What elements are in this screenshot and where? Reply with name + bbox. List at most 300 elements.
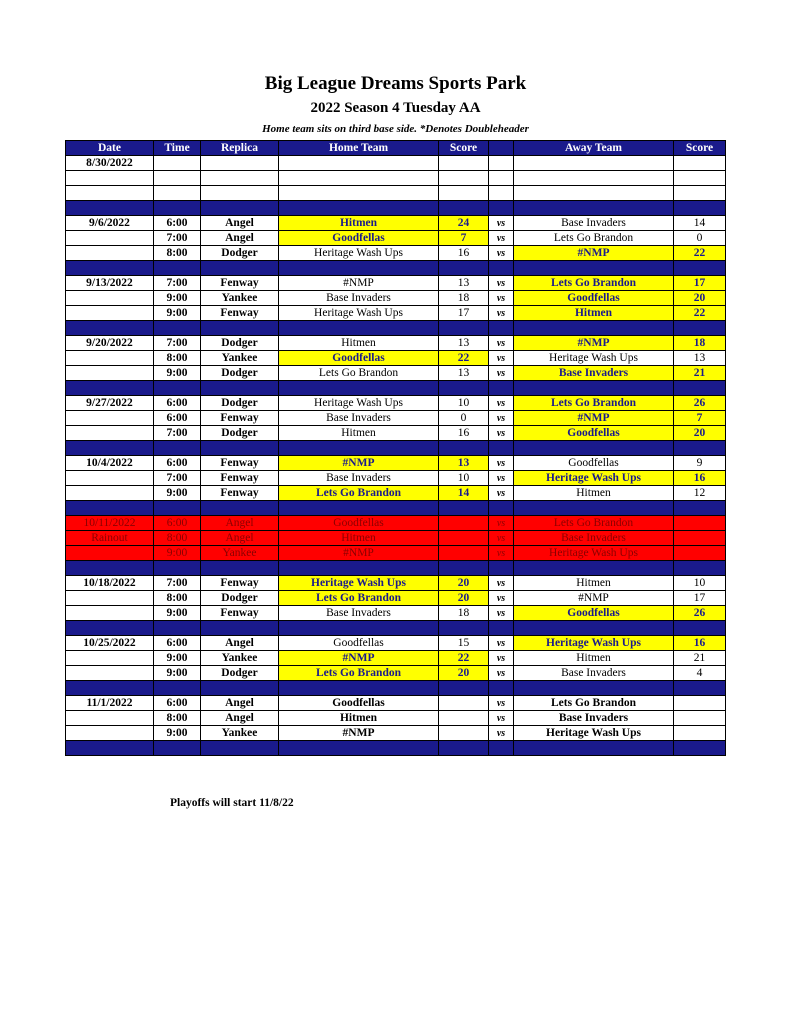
home-team: Goodfellas	[279, 351, 439, 366]
away-score: 26	[674, 396, 726, 411]
game-time: 9:00	[154, 486, 201, 501]
away-score: 22	[674, 246, 726, 261]
empty-date-cell	[66, 366, 154, 381]
away-team: Lets Go Brandon	[514, 276, 674, 291]
separator-cell	[154, 561, 201, 576]
schedule-note: Home team sits on third base side. *Denotes Doubleheader	[262, 123, 529, 135]
vs-label: vs	[489, 336, 514, 351]
away-score: 7	[674, 411, 726, 426]
empty-date-cell	[66, 186, 154, 201]
separator-cell	[514, 621, 674, 636]
field-replica	[201, 186, 279, 201]
field-replica: Angel	[201, 231, 279, 246]
col-header-away-score: Score	[674, 141, 726, 156]
vs-label	[489, 156, 514, 171]
home-score: 20	[439, 576, 489, 591]
away-team: Base Invaders	[514, 216, 674, 231]
field-replica: Fenway	[201, 306, 279, 321]
home-team: #NMP	[279, 726, 439, 741]
home-team: Heritage Wash Ups	[279, 246, 439, 261]
separator-cell	[439, 681, 489, 696]
field-replica: Fenway	[201, 276, 279, 291]
vs-label: vs	[489, 276, 514, 291]
game-time: 8:00	[154, 246, 201, 261]
separator-cell	[439, 621, 489, 636]
away-score	[674, 171, 726, 186]
separator-cell	[279, 261, 439, 276]
separator-cell	[674, 201, 726, 216]
separator-cell	[66, 681, 154, 696]
away-score	[674, 726, 726, 741]
week-separator	[66, 501, 726, 516]
separator-cell	[154, 201, 201, 216]
field-replica: Yankee	[201, 546, 279, 561]
page-subtitle: 2022 Season 4 Tuesday AA	[310, 100, 481, 116]
game-time: 9:00	[154, 291, 201, 306]
home-team: Goodfellas	[279, 231, 439, 246]
separator-cell	[279, 741, 439, 756]
field-replica: Angel	[201, 636, 279, 651]
home-team: Hitmen	[279, 336, 439, 351]
separator-cell	[674, 681, 726, 696]
playoffs-note: Playoffs will start 11/8/22	[170, 797, 294, 809]
separator-cell	[279, 681, 439, 696]
home-score: 22	[439, 651, 489, 666]
separator-cell	[514, 381, 674, 396]
away-team: Base Invaders	[514, 531, 674, 546]
vs-label: vs	[489, 411, 514, 426]
field-replica: Yankee	[201, 726, 279, 741]
field-replica	[201, 156, 279, 171]
field-replica: Dodger	[201, 366, 279, 381]
home-team: #NMP	[279, 651, 439, 666]
game-row	[66, 726, 726, 741]
away-score	[674, 186, 726, 201]
separator-cell	[514, 681, 674, 696]
separator-cell	[489, 741, 514, 756]
game-row	[66, 651, 726, 666]
field-replica: Dodger	[201, 666, 279, 681]
separator-cell	[489, 381, 514, 396]
separator-cell	[674, 441, 726, 456]
game-time: 8:00	[154, 351, 201, 366]
week-note: Rainout	[66, 531, 154, 546]
home-score: 17	[439, 306, 489, 321]
home-score: 13	[439, 456, 489, 471]
field-replica: Angel	[201, 696, 279, 711]
separator-cell	[674, 741, 726, 756]
home-team: Goodfellas	[279, 696, 439, 711]
game-row	[66, 366, 726, 381]
separator-cell	[439, 381, 489, 396]
week-separator	[66, 261, 726, 276]
vs-label: vs	[489, 711, 514, 726]
away-team: Heritage Wash Ups	[514, 636, 674, 651]
field-replica: Dodger	[201, 246, 279, 261]
field-replica: Angel	[201, 516, 279, 531]
separator-cell	[279, 561, 439, 576]
week-separator	[66, 441, 726, 456]
away-team: #NMP	[514, 411, 674, 426]
home-team: Hitmen	[279, 711, 439, 726]
separator-cell	[66, 561, 154, 576]
game-time: 9:00	[154, 366, 201, 381]
home-team: Base Invaders	[279, 411, 439, 426]
home-team	[279, 186, 439, 201]
game-row	[66, 531, 726, 546]
game-time: 7:00	[154, 576, 201, 591]
game-row	[66, 711, 726, 726]
home-score: 18	[439, 606, 489, 621]
home-score	[439, 726, 489, 741]
field-replica: Yankee	[201, 651, 279, 666]
game-date: 10/18/2022	[66, 576, 154, 591]
away-team: Hitmen	[514, 651, 674, 666]
away-score: 21	[674, 651, 726, 666]
game-date: 10/4/2022	[66, 456, 154, 471]
empty-date-cell	[66, 606, 154, 621]
empty-date-cell	[66, 591, 154, 606]
away-team: #NMP	[514, 246, 674, 261]
game-row	[66, 411, 726, 426]
game-time: 7:00	[154, 471, 201, 486]
vs-label: vs	[489, 216, 514, 231]
vs-label	[489, 171, 514, 186]
separator-cell	[154, 381, 201, 396]
separator-cell	[201, 741, 279, 756]
vs-label	[489, 186, 514, 201]
away-score: 17	[674, 591, 726, 606]
home-score: 20	[439, 591, 489, 606]
game-row	[66, 546, 726, 561]
field-replica: Dodger	[201, 396, 279, 411]
game-date: 8/30/2022	[66, 156, 154, 171]
separator-cell	[154, 321, 201, 336]
home-score	[439, 546, 489, 561]
away-team: Hitmen	[514, 306, 674, 321]
empty-date-cell	[66, 246, 154, 261]
home-team: Heritage Wash Ups	[279, 306, 439, 321]
game-time: 9:00	[154, 546, 201, 561]
separator-cell	[439, 321, 489, 336]
field-replica: Yankee	[201, 351, 279, 366]
separator-cell	[201, 561, 279, 576]
away-team	[514, 156, 674, 171]
home-team: Lets Go Brandon	[279, 666, 439, 681]
col-header-vs	[489, 141, 514, 156]
away-score: 4	[674, 666, 726, 681]
vs-label: vs	[489, 366, 514, 381]
away-score	[674, 156, 726, 171]
separator-cell	[514, 741, 674, 756]
away-score: 9	[674, 456, 726, 471]
vs-label: vs	[489, 726, 514, 741]
separator-cell	[489, 681, 514, 696]
game-date: 10/11/2022	[66, 516, 154, 531]
week-separator	[66, 201, 726, 216]
vs-label: vs	[489, 306, 514, 321]
game-time: 9:00	[154, 651, 201, 666]
home-score: 16	[439, 426, 489, 441]
home-score	[439, 711, 489, 726]
away-team: Heritage Wash Ups	[514, 726, 674, 741]
separator-cell	[154, 261, 201, 276]
home-team: Base Invaders	[279, 606, 439, 621]
away-score: 20	[674, 291, 726, 306]
home-team: #NMP	[279, 456, 439, 471]
game-row	[66, 276, 726, 291]
game-row	[66, 606, 726, 621]
separator-cell	[279, 441, 439, 456]
game-row	[66, 216, 726, 231]
separator-cell	[674, 321, 726, 336]
game-time: 8:00	[154, 531, 201, 546]
home-team	[279, 171, 439, 186]
home-team: Lets Go Brandon	[279, 591, 439, 606]
col-header-replica: Replica	[201, 141, 279, 156]
vs-label: vs	[489, 546, 514, 561]
home-score: 18	[439, 291, 489, 306]
separator-cell	[66, 741, 154, 756]
game-time	[154, 156, 201, 171]
away-score: 10	[674, 576, 726, 591]
away-score: 21	[674, 366, 726, 381]
game-time: 6:00	[154, 636, 201, 651]
week-separator	[66, 381, 726, 396]
away-score: 22	[674, 306, 726, 321]
separator-cell	[514, 261, 674, 276]
away-team: Heritage Wash Ups	[514, 351, 674, 366]
game-row	[66, 576, 726, 591]
game-time: 7:00	[154, 336, 201, 351]
week-separator	[66, 321, 726, 336]
separator-cell	[439, 501, 489, 516]
game-row	[66, 516, 726, 531]
home-team: #NMP	[279, 276, 439, 291]
vs-label: vs	[489, 531, 514, 546]
home-team: Lets Go Brandon	[279, 366, 439, 381]
separator-cell	[201, 381, 279, 396]
home-score: 14	[439, 486, 489, 501]
game-row	[66, 351, 726, 366]
home-score	[439, 186, 489, 201]
game-time: 6:00	[154, 516, 201, 531]
game-row	[66, 471, 726, 486]
separator-cell	[489, 321, 514, 336]
game-row	[66, 696, 726, 711]
home-score: 24	[439, 216, 489, 231]
field-replica	[201, 171, 279, 186]
col-header-time: Time	[154, 141, 201, 156]
home-score: 10	[439, 471, 489, 486]
away-score: 12	[674, 486, 726, 501]
home-score: 22	[439, 351, 489, 366]
away-team: Lets Go Brandon	[514, 396, 674, 411]
separator-cell	[201, 501, 279, 516]
vs-label: vs	[489, 651, 514, 666]
away-team: Heritage Wash Ups	[514, 471, 674, 486]
away-team: Base Invaders	[514, 711, 674, 726]
home-score: 15	[439, 636, 489, 651]
col-header-home-team: Home Team	[279, 141, 439, 156]
field-replica: Dodger	[201, 426, 279, 441]
separator-cell	[66, 381, 154, 396]
game-row	[66, 636, 726, 651]
home-team: Lets Go Brandon	[279, 486, 439, 501]
separator-cell	[201, 321, 279, 336]
vs-label: vs	[489, 246, 514, 261]
game-time: 7:00	[154, 231, 201, 246]
game-row	[66, 291, 726, 306]
separator-cell	[279, 321, 439, 336]
separator-cell	[439, 201, 489, 216]
game-date: 9/27/2022	[66, 396, 154, 411]
game-time: 9:00	[154, 306, 201, 321]
separator-cell	[514, 501, 674, 516]
separator-cell	[674, 561, 726, 576]
field-replica: Dodger	[201, 591, 279, 606]
separator-cell	[279, 501, 439, 516]
home-score: 0	[439, 411, 489, 426]
vs-label: vs	[489, 636, 514, 651]
away-score	[674, 696, 726, 711]
field-replica: Fenway	[201, 471, 279, 486]
game-row	[66, 591, 726, 606]
home-score	[439, 531, 489, 546]
separator-cell	[66, 261, 154, 276]
away-team: Hitmen	[514, 576, 674, 591]
separator-cell	[439, 741, 489, 756]
game-row	[66, 336, 726, 351]
vs-label: vs	[489, 666, 514, 681]
home-score: 13	[439, 366, 489, 381]
game-row	[66, 306, 726, 321]
game-date: 9/20/2022	[66, 336, 154, 351]
game-row	[66, 231, 726, 246]
away-team: Goodfellas	[514, 291, 674, 306]
away-score: 26	[674, 606, 726, 621]
separator-cell	[489, 621, 514, 636]
away-team: Lets Go Brandon	[514, 516, 674, 531]
vs-label: vs	[489, 471, 514, 486]
week-separator	[66, 621, 726, 636]
col-header-away-team: Away Team	[514, 141, 674, 156]
empty-date-cell	[66, 171, 154, 186]
field-replica: Dodger	[201, 336, 279, 351]
game-row	[66, 171, 726, 186]
game-row	[66, 456, 726, 471]
vs-label: vs	[489, 696, 514, 711]
home-score	[439, 696, 489, 711]
home-team: Goodfellas	[279, 636, 439, 651]
field-replica: Fenway	[201, 456, 279, 471]
week-separator	[66, 741, 726, 756]
home-score: 13	[439, 276, 489, 291]
separator-cell	[279, 621, 439, 636]
separator-cell	[674, 381, 726, 396]
separator-cell	[154, 621, 201, 636]
separator-cell	[201, 261, 279, 276]
separator-cell	[66, 621, 154, 636]
away-team: Base Invaders	[514, 666, 674, 681]
separator-cell	[439, 561, 489, 576]
vs-label: vs	[489, 576, 514, 591]
home-team: Hitmen	[279, 426, 439, 441]
game-time: 8:00	[154, 711, 201, 726]
home-team: Base Invaders	[279, 471, 439, 486]
game-time: 8:00	[154, 591, 201, 606]
game-time: 6:00	[154, 396, 201, 411]
home-score: 13	[439, 336, 489, 351]
game-row	[66, 246, 726, 261]
game-date: 11/1/2022	[66, 696, 154, 711]
separator-cell	[514, 201, 674, 216]
home-score: 20	[439, 666, 489, 681]
separator-cell	[674, 621, 726, 636]
away-team: #NMP	[514, 336, 674, 351]
empty-date-cell	[66, 666, 154, 681]
separator-cell	[439, 441, 489, 456]
separator-cell	[66, 501, 154, 516]
away-score: 0	[674, 231, 726, 246]
separator-cell	[201, 621, 279, 636]
separator-cell	[489, 441, 514, 456]
separator-cell	[489, 501, 514, 516]
away-score: 13	[674, 351, 726, 366]
separator-cell	[154, 681, 201, 696]
away-team	[514, 186, 674, 201]
vs-label: vs	[489, 396, 514, 411]
game-time: 6:00	[154, 411, 201, 426]
field-replica: Yankee	[201, 291, 279, 306]
empty-date-cell	[66, 351, 154, 366]
empty-date-cell	[66, 711, 154, 726]
empty-date-cell	[66, 651, 154, 666]
separator-cell	[489, 261, 514, 276]
field-replica: Fenway	[201, 411, 279, 426]
away-team: Goodfellas	[514, 456, 674, 471]
vs-label: vs	[489, 456, 514, 471]
vs-label: vs	[489, 486, 514, 501]
separator-cell	[439, 261, 489, 276]
separator-cell	[514, 441, 674, 456]
page-title: Big League Dreams Sports Park	[264, 73, 527, 94]
away-team: Goodfellas	[514, 606, 674, 621]
home-score	[439, 156, 489, 171]
game-date: 10/25/2022	[66, 636, 154, 651]
home-team: #NMP	[279, 546, 439, 561]
schedule-table	[65, 140, 726, 756]
separator-cell	[66, 441, 154, 456]
col-header-date: Date	[66, 141, 154, 156]
away-score	[674, 531, 726, 546]
empty-date-cell	[66, 426, 154, 441]
separator-cell	[489, 561, 514, 576]
game-row	[66, 666, 726, 681]
away-score: 17	[674, 276, 726, 291]
away-score	[674, 711, 726, 726]
away-team: Heritage Wash Ups	[514, 546, 674, 561]
field-replica: Fenway	[201, 576, 279, 591]
separator-cell	[279, 201, 439, 216]
vs-label: vs	[489, 591, 514, 606]
home-team: Goodfellas	[279, 516, 439, 531]
col-header-home-score: Score	[439, 141, 489, 156]
empty-date-cell	[66, 306, 154, 321]
separator-cell	[66, 321, 154, 336]
home-score	[439, 171, 489, 186]
separator-cell	[489, 201, 514, 216]
